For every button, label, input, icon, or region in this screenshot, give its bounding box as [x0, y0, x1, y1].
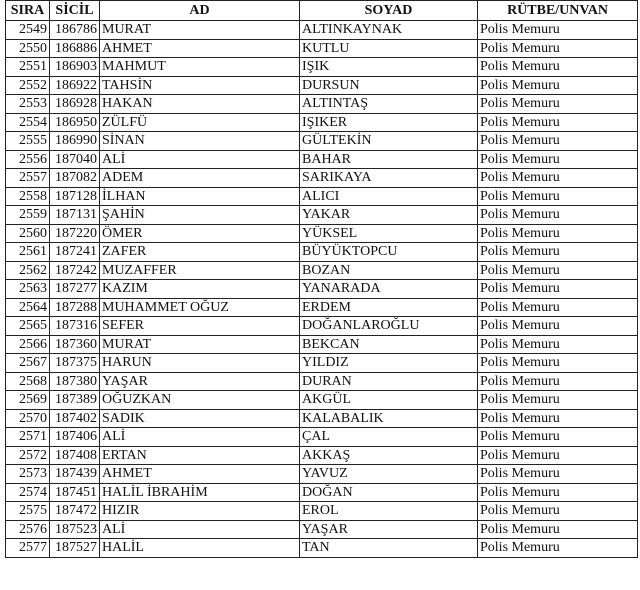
rutbe-cell: Polis Memuru [478, 483, 638, 502]
soyad-cell: SARIKAYA [300, 169, 478, 188]
sicil-cell: 187277 [50, 280, 100, 299]
sira-cell: 2568 [6, 372, 50, 391]
rutbe-cell: Polis Memuru [478, 150, 638, 169]
soyad-cell: YAVUZ [300, 465, 478, 484]
sicil-cell: 187472 [50, 502, 100, 521]
rutbe-cell: Polis Memuru [478, 132, 638, 151]
ad-cell: TAHSİN [100, 76, 300, 95]
soyad-cell: AKGÜL [300, 391, 478, 410]
sicil-cell: 187523 [50, 520, 100, 539]
table-row [6, 280, 638, 299]
table-row [6, 335, 638, 354]
sira-cell: 2570 [6, 409, 50, 428]
ad-cell: ALİ [100, 520, 300, 539]
header-rutbe: RÜTBE/UNVAN [478, 1, 638, 21]
ad-cell: ZAFER [100, 243, 300, 262]
rutbe-cell: Polis Memuru [478, 409, 638, 428]
rutbe-cell: Polis Memuru [478, 372, 638, 391]
soyad-cell: IŞIKER [300, 113, 478, 132]
ad-cell: HALİL [100, 539, 300, 558]
soyad-cell: ÇAL [300, 428, 478, 447]
sicil-cell: 187439 [50, 465, 100, 484]
ad-cell: SADIK [100, 409, 300, 428]
ad-cell: ERTAN [100, 446, 300, 465]
soyad-cell: ERDEM [300, 298, 478, 317]
table-row [6, 502, 638, 521]
sira-cell: 2576 [6, 520, 50, 539]
personnel-table [5, 0, 638, 558]
soyad-cell: ALTINTAŞ [300, 95, 478, 114]
sicil-cell: 186950 [50, 113, 100, 132]
ad-cell: KAZIM [100, 280, 300, 299]
table-row [6, 206, 638, 225]
table-row [6, 298, 638, 317]
sicil-cell: 186922 [50, 76, 100, 95]
table-row [6, 169, 638, 188]
rutbe-cell: Polis Memuru [478, 113, 638, 132]
rutbe-cell: Polis Memuru [478, 298, 638, 317]
table-row [6, 21, 638, 40]
soyad-cell: BAHAR [300, 150, 478, 169]
header-sicil: SİCİL [50, 1, 100, 21]
sicil-cell: 187406 [50, 428, 100, 447]
soyad-cell: YÜKSEL [300, 224, 478, 243]
sicil-cell: 186886 [50, 39, 100, 58]
rutbe-cell: Polis Memuru [478, 76, 638, 95]
sicil-cell: 187360 [50, 335, 100, 354]
rutbe-cell: Polis Memuru [478, 206, 638, 225]
sira-cell: 2554 [6, 113, 50, 132]
ad-cell: MURAT [100, 21, 300, 40]
rutbe-cell: Polis Memuru [478, 58, 638, 77]
ad-cell: AHMET [100, 39, 300, 58]
rutbe-cell: Polis Memuru [478, 428, 638, 447]
soyad-cell: TAN [300, 539, 478, 558]
sicil-cell: 187316 [50, 317, 100, 336]
sicil-cell: 187380 [50, 372, 100, 391]
sira-cell: 2564 [6, 298, 50, 317]
sira-cell: 2555 [6, 132, 50, 151]
sicil-cell: 187131 [50, 206, 100, 225]
sicil-cell: 187389 [50, 391, 100, 410]
soyad-cell: DOĞAN [300, 483, 478, 502]
ad-cell: İLHAN [100, 187, 300, 206]
table-row [6, 243, 638, 262]
table-row [6, 95, 638, 114]
sira-cell: 2558 [6, 187, 50, 206]
sira-cell: 2557 [6, 169, 50, 188]
ad-cell: ADEM [100, 169, 300, 188]
table-row [6, 58, 638, 77]
sicil-cell: 187128 [50, 187, 100, 206]
rutbe-cell: Polis Memuru [478, 21, 638, 40]
table-row [6, 409, 638, 428]
sira-cell: 2574 [6, 483, 50, 502]
ad-cell: MUZAFFER [100, 261, 300, 280]
rutbe-cell: Polis Memuru [478, 280, 638, 299]
sira-cell: 2563 [6, 280, 50, 299]
soyad-cell: DURAN [300, 372, 478, 391]
sira-cell: 2569 [6, 391, 50, 410]
ad-cell: ALİ [100, 428, 300, 447]
table-row [6, 76, 638, 95]
sira-cell: 2560 [6, 224, 50, 243]
rutbe-cell: Polis Memuru [478, 539, 638, 558]
table-row [6, 539, 638, 558]
table-row [6, 428, 638, 447]
sicil-cell: 187288 [50, 298, 100, 317]
table-row [6, 224, 638, 243]
ad-cell: MAHMUT [100, 58, 300, 77]
ad-cell: HIZIR [100, 502, 300, 521]
sira-cell: 2561 [6, 243, 50, 262]
rutbe-cell: Polis Memuru [478, 520, 638, 539]
ad-cell: ÖMER [100, 224, 300, 243]
rutbe-cell: Polis Memuru [478, 502, 638, 521]
soyad-cell: DURSUN [300, 76, 478, 95]
sicil-cell: 186928 [50, 95, 100, 114]
table-header-row [6, 1, 638, 21]
soyad-cell: DOĞANLAROĞLU [300, 317, 478, 336]
ad-cell: OĞUZKAN [100, 391, 300, 410]
sira-cell: 2573 [6, 465, 50, 484]
rutbe-cell: Polis Memuru [478, 95, 638, 114]
rutbe-cell: Polis Memuru [478, 187, 638, 206]
header-ad: AD [100, 1, 300, 21]
sicil-cell: 187241 [50, 243, 100, 262]
sicil-cell: 187408 [50, 446, 100, 465]
sicil-cell: 186786 [50, 21, 100, 40]
table-row [6, 446, 638, 465]
ad-cell: ALİ [100, 150, 300, 169]
sira-cell: 2572 [6, 446, 50, 465]
rutbe-cell: Polis Memuru [478, 465, 638, 484]
sira-cell: 2550 [6, 39, 50, 58]
sicil-cell: 187220 [50, 224, 100, 243]
ad-cell: SİNAN [100, 132, 300, 151]
table-row [6, 354, 638, 373]
soyad-cell: BEKCAN [300, 335, 478, 354]
table-row [6, 132, 638, 151]
soyad-cell: KALABALIK [300, 409, 478, 428]
sira-cell: 2562 [6, 261, 50, 280]
rutbe-cell: Polis Memuru [478, 391, 638, 410]
rutbe-cell: Polis Memuru [478, 169, 638, 188]
table-row [6, 520, 638, 539]
soyad-cell: IŞIK [300, 58, 478, 77]
rutbe-cell: Polis Memuru [478, 261, 638, 280]
sicil-cell: 187402 [50, 409, 100, 428]
table-row [6, 317, 638, 336]
sira-cell: 2567 [6, 354, 50, 373]
soyad-cell: YAKAR [300, 206, 478, 225]
header-sira: SIRA [6, 1, 50, 21]
rutbe-cell: Polis Memuru [478, 354, 638, 373]
soyad-cell: GÜLTEKİN [300, 132, 478, 151]
sicil-cell: 187242 [50, 261, 100, 280]
sira-cell: 2549 [6, 21, 50, 40]
sira-cell: 2551 [6, 58, 50, 77]
sira-cell: 2566 [6, 335, 50, 354]
soyad-cell: BÜYÜKTOPCU [300, 243, 478, 262]
soyad-cell: AKKAŞ [300, 446, 478, 465]
ad-cell: AHMET [100, 465, 300, 484]
rutbe-cell: Polis Memuru [478, 224, 638, 243]
rutbe-cell: Polis Memuru [478, 317, 638, 336]
sira-cell: 2565 [6, 317, 50, 336]
table-row [6, 113, 638, 132]
ad-cell: HALİL İBRAHİM [100, 483, 300, 502]
sira-cell: 2556 [6, 150, 50, 169]
header-soyad: SOYAD [300, 1, 478, 21]
ad-cell: HARUN [100, 354, 300, 373]
sicil-cell: 187451 [50, 483, 100, 502]
soyad-cell: ALICI [300, 187, 478, 206]
ad-cell: YAŞAR [100, 372, 300, 391]
rutbe-cell: Polis Memuru [478, 335, 638, 354]
rutbe-cell: Polis Memuru [478, 39, 638, 58]
sicil-cell: 187527 [50, 539, 100, 558]
ad-cell: MUHAMMET OĞUZ [100, 298, 300, 317]
sira-cell: 2577 [6, 539, 50, 558]
sira-cell: 2571 [6, 428, 50, 447]
ad-cell: MURAT [100, 335, 300, 354]
soyad-cell: YILDIZ [300, 354, 478, 373]
soyad-cell: ALTINKAYNAK [300, 21, 478, 40]
table-body [6, 21, 638, 558]
sicil-cell: 187040 [50, 150, 100, 169]
sicil-cell: 186903 [50, 58, 100, 77]
soyad-cell: YANARADA [300, 280, 478, 299]
table-row [6, 372, 638, 391]
sicil-cell: 187082 [50, 169, 100, 188]
table-row [6, 187, 638, 206]
ad-cell: HAKAN [100, 95, 300, 114]
table-row [6, 465, 638, 484]
rutbe-cell: Polis Memuru [478, 446, 638, 465]
table-row [6, 39, 638, 58]
sicil-cell: 186990 [50, 132, 100, 151]
sira-cell: 2552 [6, 76, 50, 95]
ad-cell: ŞAHİN [100, 206, 300, 225]
rutbe-cell: Polis Memuru [478, 243, 638, 262]
table-row [6, 150, 638, 169]
soyad-cell: EROL [300, 502, 478, 521]
sira-cell: 2553 [6, 95, 50, 114]
ad-cell: ZÜLFÜ [100, 113, 300, 132]
soyad-cell: YAŞAR [300, 520, 478, 539]
table-row [6, 483, 638, 502]
sira-cell: 2575 [6, 502, 50, 521]
ad-cell: SEFER [100, 317, 300, 336]
table-row [6, 261, 638, 280]
sicil-cell: 187375 [50, 354, 100, 373]
table-row [6, 391, 638, 410]
soyad-cell: BOZAN [300, 261, 478, 280]
sira-cell: 2559 [6, 206, 50, 225]
soyad-cell: KUTLU [300, 39, 478, 58]
